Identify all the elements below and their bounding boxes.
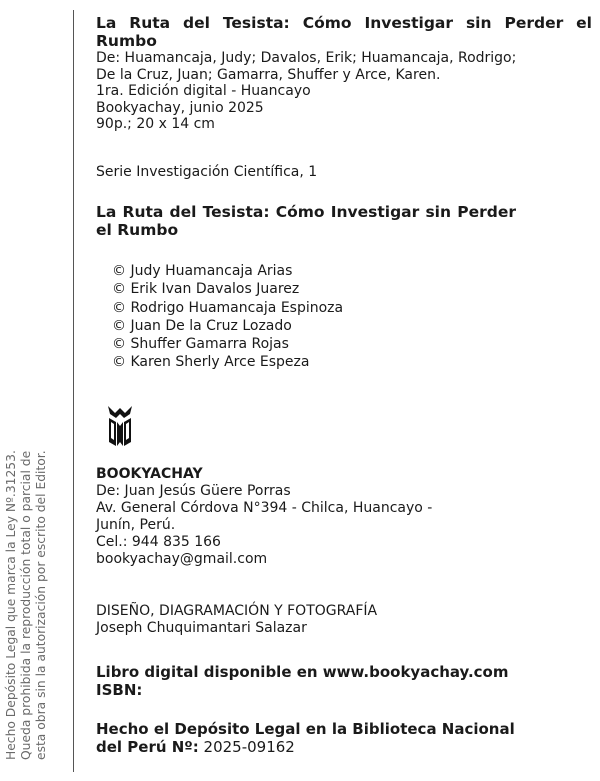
publisher-info — [96, 466, 592, 568]
side-note-line: Hecho Depósito Legal que marca la Ley Nº.31253. — [4, 450, 18, 760]
edition-line: 1ra. Edición digital - Huancayo — [96, 83, 311, 99]
copyright-item: © Judy Huamancaja Arias — [112, 263, 293, 279]
bookyachay-logo-icon — [106, 404, 134, 448]
book-title-block: La Ruta del Tesista: Cómo Investigar sin Perder el Rumbo — [96, 203, 516, 239]
publisher-address: Av. General Córdova N°394 - Chilca, Huancayo - — [96, 500, 433, 516]
catalog-metadata — [96, 50, 592, 133]
side-note-line: Queda prohibida la reproducción total o parcial de — [19, 450, 33, 760]
series-label: Serie Investigación Científica, 1 — [96, 164, 318, 180]
copyright-item: © Rodrigo Huamancaja Espinoza — [112, 299, 344, 316]
copyright-item: © Erik Ivan Davalos Juarez — [112, 281, 300, 298]
publisher-name: BOOKYACHAY — [96, 466, 203, 482]
copyright-item: © Shuffer Gamarra Rojas — [112, 336, 289, 353]
design-credits — [96, 603, 592, 637]
design-heading: DISEÑO, DIAGRAMACIÓN Y FOTOGRAFÍA — [96, 603, 378, 619]
publisher-address: Junín, Perú. — [96, 517, 176, 533]
legal-deposit-line: Hecho el Depósito Legal en la Biblioteca Nacional — [96, 720, 515, 738]
publisher-email: bookyachay@gmail.com — [96, 551, 268, 567]
side-note-line: esta obra sin la autorización por escrito del Editor. — [34, 450, 48, 760]
digital-availability — [96, 663, 592, 699]
copyright-item: © Karen Sherly Arce Espeza — [112, 354, 310, 371]
publisher-editor: De: Juan Jesús Güere Porras — [96, 483, 291, 499]
vertical-divider — [73, 10, 74, 772]
designer-name: Joseph Chuquimantari Salazar — [96, 620, 307, 636]
legal-deposit-label: del Perú Nº: — [96, 738, 199, 756]
book-title-heading: La Ruta del Tesista: Cómo Investigar sin Perder el Rumbo — [96, 14, 592, 50]
isbn-label: ISBN: — [96, 681, 143, 699]
format-line: 90p.; 20 x 14 cm — [96, 116, 215, 132]
side-legal-note — [4, 360, 49, 760]
publisher-date-line: Bookyachay, junio 2025 — [96, 99, 264, 116]
authors-line: De: Huamancaja, Judy; Davalos, Erik; Huamancaja, Rodrigo; — [96, 50, 517, 66]
digital-availability-line: Libro digital disponible en www.bookyachay.com — [96, 663, 509, 681]
authors-line: De la Cruz, Juan; Gamarra, Shuffer y Arce, Karen. — [96, 66, 441, 83]
publisher-phone: Cel.: 944 835 166 — [96, 534, 221, 550]
legal-deposit — [96, 720, 592, 756]
copyright-list — [112, 262, 592, 372]
copyright-item: © Juan De la Cruz Lozado — [112, 317, 292, 334]
legal-deposit-number: 2025-09162 — [203, 738, 295, 756]
